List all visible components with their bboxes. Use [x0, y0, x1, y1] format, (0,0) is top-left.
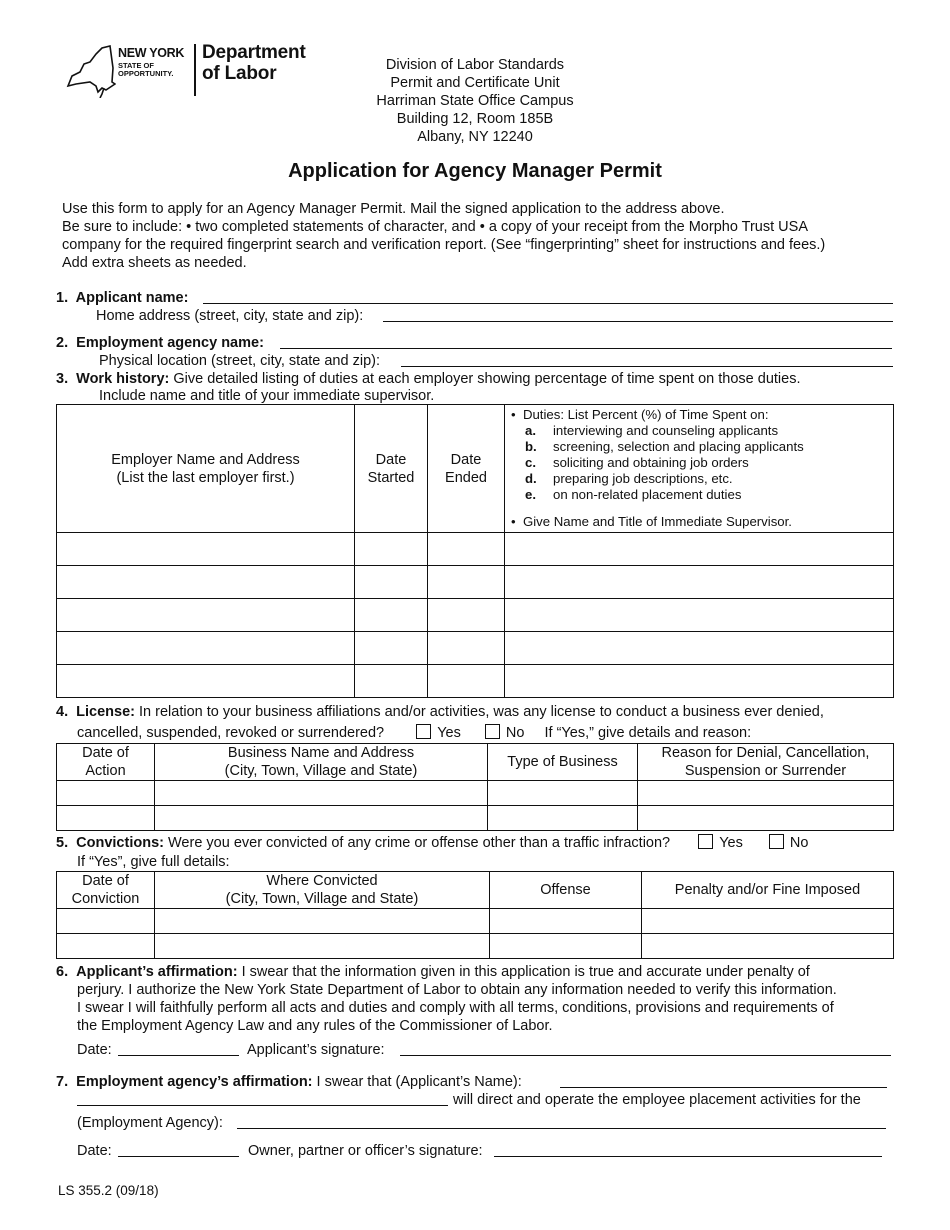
- logo-divider: [194, 44, 196, 96]
- table-row: [57, 934, 894, 959]
- address-line: Division of Labor Standards: [385, 57, 565, 73]
- col-date-ended: Date Ended: [428, 405, 505, 533]
- col-where-convicted: Where Convicted (City, Town, Village and State): [155, 872, 490, 909]
- table-cell[interactable]: [57, 533, 355, 566]
- table-row: [57, 909, 894, 934]
- q6-signature-label: Applicant’s signature:: [247, 1042, 385, 1058]
- applicant-signature-field[interactable]: [400, 1041, 891, 1056]
- q7-signature-label: Owner, partner or officer’s signature:: [248, 1143, 483, 1159]
- intro-line: Be sure to include: • two completed statements of character, and • a copy of your receipt from the Morpho Trust USA: [62, 219, 808, 235]
- address-line: Harriman State Office Campus: [376, 93, 574, 109]
- logo-state-of: STATE OF: [118, 61, 154, 70]
- q7-line2: will direct and operate the employee placement activities for the: [453, 1092, 861, 1108]
- q7-employment-agency-field[interactable]: [237, 1114, 886, 1129]
- work-history-table: [56, 404, 894, 698]
- q4-label: 4. License: In relation to your business affiliations and/or activities, was any license to conduct a business ever denied,: [56, 704, 824, 720]
- logo-department: [202, 42, 306, 84]
- col-date-of-conviction: Date of Conviction: [57, 872, 155, 909]
- logo-opportunity: OPPORTUNITY.: [118, 69, 174, 78]
- table-cell[interactable]: [355, 632, 428, 665]
- table-cell[interactable]: [642, 909, 894, 934]
- agency-signature-field[interactable]: [494, 1142, 882, 1157]
- q7-agency-label: (Employment Agency):: [77, 1115, 223, 1131]
- intro-line: Add extra sheets as needed.: [62, 255, 247, 271]
- q6-line3: I swear I will faithfully perform all acts and duties and comply with all terms, conditions, provisions and requirements of: [77, 1000, 834, 1016]
- mailing-address: [325, 56, 625, 146]
- table-cell[interactable]: [355, 533, 428, 566]
- q6-line2: perjury. I authorize the New York State Department of Labor to obtain any information needed to verify this information.: [77, 982, 837, 998]
- conviction-yes-label: Yes: [719, 835, 743, 851]
- table-row: [57, 533, 894, 566]
- table-cell[interactable]: [428, 566, 505, 599]
- bullet-icon: •: [511, 514, 523, 529]
- table-row: [57, 632, 894, 665]
- table-row: [57, 566, 894, 599]
- conviction-no-checkbox[interactable]: [769, 834, 784, 849]
- q5-label: 5. Convictions: Were you ever convicted of any crime or offense other than a traffic infraction? Yes No: [56, 835, 809, 851]
- table-cell[interactable]: [57, 632, 355, 665]
- table-cell[interactable]: [57, 909, 155, 934]
- q6-label: 6. Applicant’s affirmation: I swear that the information given in this application is true and accurate under penalty of: [56, 964, 810, 980]
- table-cell[interactable]: [428, 665, 505, 698]
- table-cell[interactable]: [57, 781, 155, 806]
- q7-applicant-name-field[interactable]: [560, 1073, 887, 1088]
- col-offense: Offense: [490, 872, 642, 909]
- table-row: [57, 599, 894, 632]
- col-date-started: Date Started: [355, 405, 428, 533]
- agency-date-field[interactable]: [118, 1142, 239, 1157]
- intro-text: [62, 200, 892, 272]
- physical-location-field[interactable]: [401, 352, 893, 367]
- ny-state-map-icon: [66, 44, 116, 98]
- nys-dol-logo: [66, 40, 326, 100]
- table-cell[interactable]: [355, 665, 428, 698]
- applicant-date-field[interactable]: [118, 1041, 239, 1056]
- table-cell[interactable]: [488, 806, 638, 831]
- license-yes-checkbox[interactable]: [416, 724, 431, 739]
- table-cell[interactable]: [57, 566, 355, 599]
- table-cell[interactable]: [505, 533, 894, 566]
- q4-label-line2: cancelled, suspended, revoked or surrendered? Yes No If “Yes,” give details and reason:: [77, 725, 752, 741]
- table-row: [57, 665, 894, 698]
- form-number: LS 355.2 (09/18): [58, 1183, 159, 1198]
- table-cell[interactable]: [638, 806, 894, 831]
- address-line: Building 12, Room 185B: [396, 111, 554, 127]
- q3-label: 3. Work history: Give detailed listing of duties at each employer showing percentage of time spent on those duties.: [56, 371, 801, 387]
- logo-dept-line1: Department: [202, 42, 306, 63]
- table-cell[interactable]: [57, 806, 155, 831]
- col-business-name: Business Name and Address (City, Town, Village and State): [155, 744, 488, 781]
- q6-date-label: Date:: [77, 1042, 112, 1058]
- col-date-of-action: Date of Action: [57, 744, 155, 781]
- q3-label-line2: Include name and title of your immediate supervisor.: [99, 388, 435, 404]
- license-table: [56, 743, 894, 831]
- table-row: [57, 781, 894, 806]
- table-cell[interactable]: [642, 934, 894, 959]
- employment-agency-name-field[interactable]: [280, 334, 892, 349]
- applicant-name-field[interactable]: [203, 289, 893, 304]
- col-reason: Reason for Denial, Cancellation, Suspension or Surrender: [638, 744, 894, 781]
- license-no-checkbox[interactable]: [485, 724, 500, 739]
- q1-label: 1. Applicant name:: [56, 290, 189, 306]
- intro-line: company for the required fingerprint search and verification report. (See “fingerprinting” sheet for instructions and fees.): [62, 237, 826, 253]
- q7-label: 7. Employment agency’s affirmation: I swear that (Applicant’s Name):: [56, 1074, 522, 1090]
- q2-location-label: Physical location (street, city, state and zip):: [99, 353, 380, 369]
- table-cell[interactable]: [155, 806, 488, 831]
- home-address-field[interactable]: [383, 307, 893, 322]
- table-cell[interactable]: [505, 665, 894, 698]
- q7-applicant-name-field-cont[interactable]: [77, 1091, 448, 1106]
- table-cell[interactable]: [488, 781, 638, 806]
- intro-line: Use this form to apply for an Agency Manager Permit. Mail the signed application to the address above.: [62, 201, 725, 217]
- q6-line4: the Employment Agency Law and any rules of the Commissioner of Labor.: [77, 1018, 553, 1034]
- table-cell[interactable]: [57, 599, 355, 632]
- table-cell[interactable]: [428, 632, 505, 665]
- table-cell[interactable]: [505, 566, 894, 599]
- conviction-yes-checkbox[interactable]: [698, 834, 713, 849]
- table-cell[interactable]: [490, 934, 642, 959]
- table-cell[interactable]: [57, 665, 355, 698]
- q7-date-label: Date:: [77, 1143, 112, 1159]
- col-duties: • Duties: List Percent (%) of Time Spent on: a. interviewing and counseling applicants b. screening, selection and placing applicants c. soliciting and obtaining job orders d. preparing job descriptions, etc. e. on non-related placement duties • Give Name and Title of Immediate Supervisor.: [505, 405, 894, 533]
- q1-home-address-label: Home address (street, city, state and zip):: [96, 308, 364, 324]
- table-cell[interactable]: [428, 599, 505, 632]
- q5-label-line2: If “Yes”, give full details:: [77, 854, 230, 870]
- license-if-yes-label: If “Yes,” give details and reason:: [544, 725, 752, 741]
- address-line: Permit and Certificate Unit: [390, 75, 560, 91]
- table-cell[interactable]: [57, 934, 155, 959]
- license-no-label: No: [505, 725, 525, 741]
- table-cell[interactable]: [155, 934, 490, 959]
- table-cell[interactable]: [505, 632, 894, 665]
- license-yes-label: Yes: [437, 725, 461, 741]
- table-cell[interactable]: [155, 781, 488, 806]
- table-row: [57, 806, 894, 831]
- col-penalty: Penalty and/or Fine Imposed: [642, 872, 894, 909]
- table-cell[interactable]: [428, 533, 505, 566]
- col-employer: Employer Name and Address (List the last employer first.): [57, 405, 355, 533]
- logo-dept-line2: of Labor: [202, 63, 277, 84]
- table-cell[interactable]: [355, 599, 428, 632]
- q2-label: 2. Employment agency name:: [56, 335, 264, 351]
- col-type-of-business: Type of Business: [488, 744, 638, 781]
- address-line: Albany, NY 12240: [417, 129, 533, 145]
- conviction-no-label: No: [789, 835, 809, 851]
- logo-ny: NEW YORK: [118, 46, 185, 60]
- form-title: Application for Agency Manager Permit: [288, 160, 662, 182]
- table-cell[interactable]: [355, 566, 428, 599]
- table-cell[interactable]: [638, 781, 894, 806]
- convictions-table: [56, 871, 894, 959]
- table-cell[interactable]: [155, 909, 490, 934]
- table-cell[interactable]: [490, 909, 642, 934]
- bullet-icon: •: [511, 407, 523, 422]
- table-cell[interactable]: [505, 599, 894, 632]
